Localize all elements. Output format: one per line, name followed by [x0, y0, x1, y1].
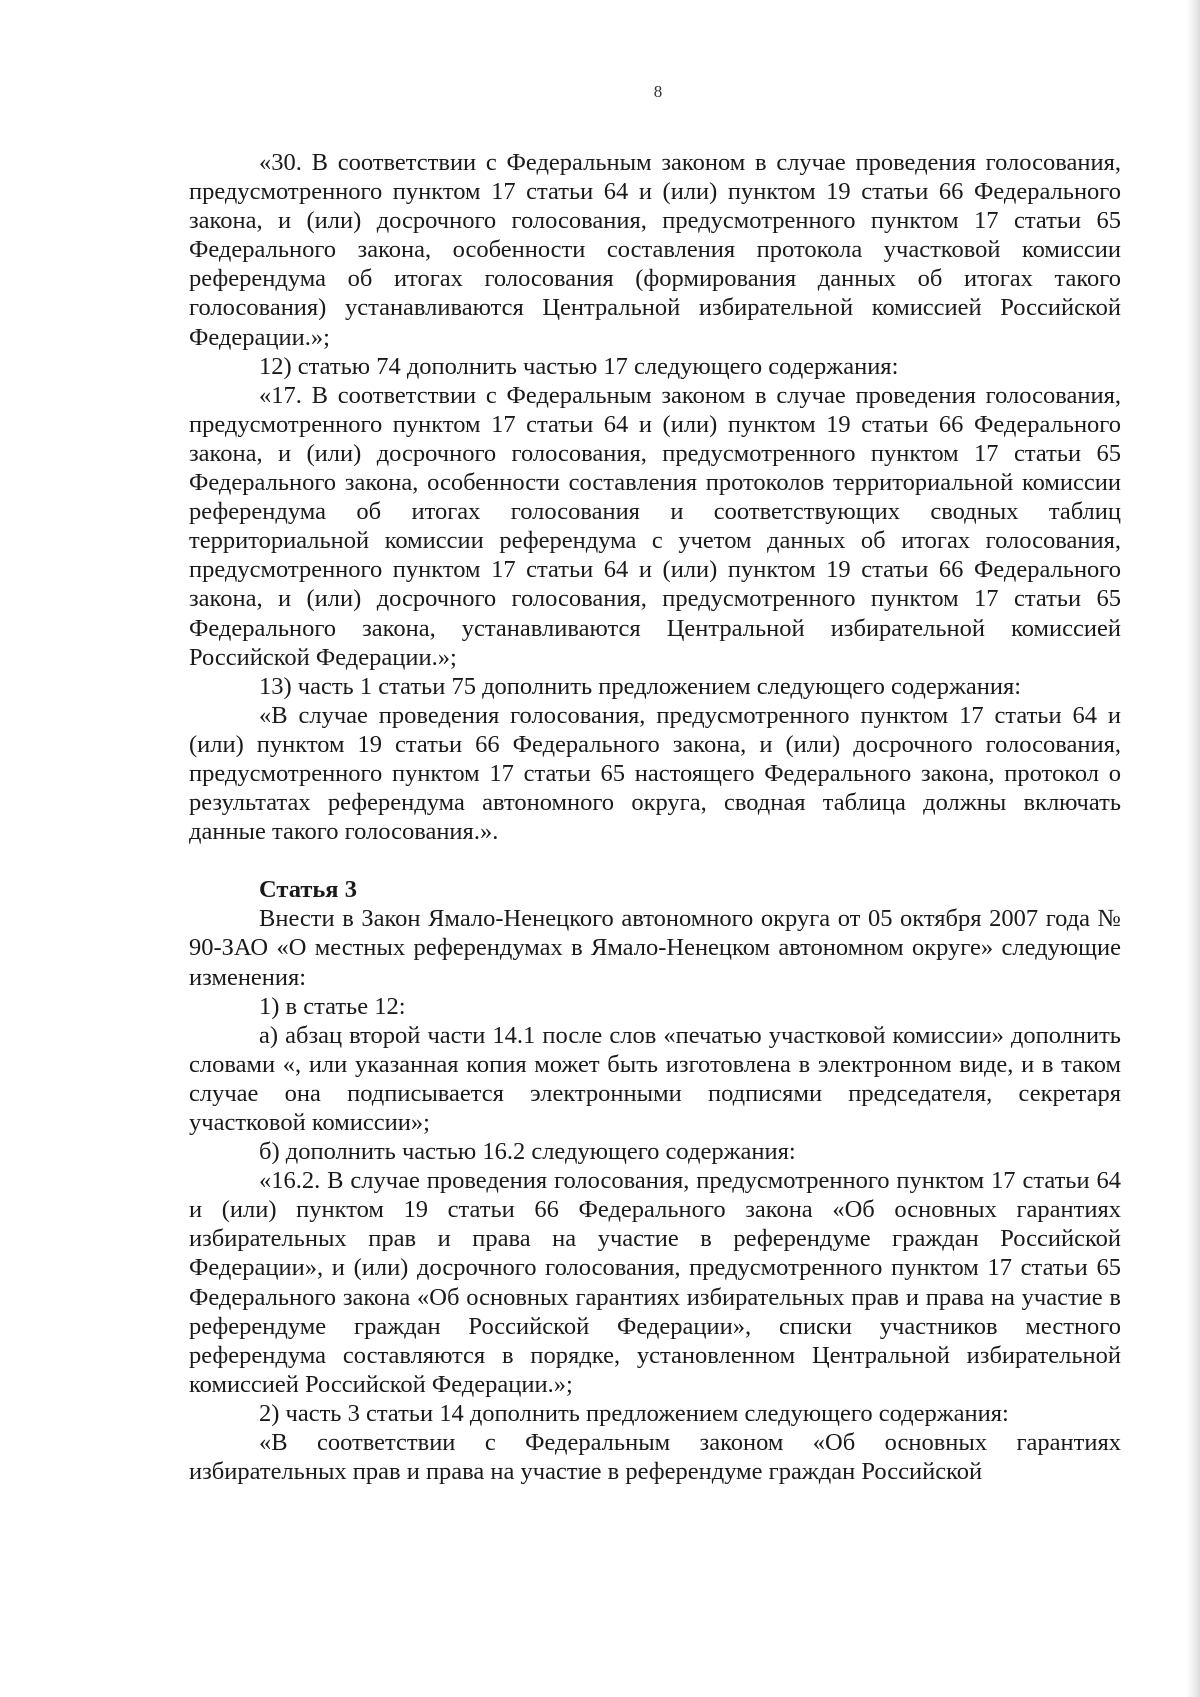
paragraph-subitem-a: а) абзац второй части 14.1 после слов «печатью участковой комиссии» дополнить словами «, или указанная копия может быть изготовлена в электронном виде, и в таком случае она подписывается электронными подписями председателя, секретаря участковой комиссии»; [189, 1021, 1121, 1136]
paragraph-article-intro: Внести в Закон Ямало-Ненецкого автономного округа от 05 октября 2007 года № 90-ЗАО «О местных референдумах в Ямало-Ненецком автономном округе» следующие изменения: [189, 905, 1121, 991]
paragraph-federal-law-sentence: «В соответствии с Федеральным законом «Об основных гарантиях избирательных прав и права на участие в референдуме граждан Российской [189, 1429, 1121, 1486]
paragraph-subitem-b: б) дополнить частью 16.2 следующего содержания: [259, 1138, 796, 1166]
paragraph-item-30: «30. В соответствии с Федеральным законом в случае проведения голосования, предусмотренного пунктом 17 статьи 64 и (или) пунктом 19 статьи 66 Федерального закона, и (или) досрочного голосования, предусмотренного пунктом 17 статьи 65 Федерального закона, особенности составления протокола участковой комиссии референдума об итогах голосования (формирования данных об итогах такого голосования) устанавливаются Центральной избирательной комиссией Российской Федерации.»; [189, 149, 1121, 351]
paragraph-item-17: «17. В соответствии с Федеральным законом в случае проведения голосования, предусмотренного пунктом 17 статьи 64 и (или) пунктом 19 статьи 66 Федерального закона, и (или) досрочного голосования, предусмотренного пунктом 17 статьи 65 Федерального закона, особенности составления протоколов территориальной комиссии референдума об итогах голосования и соответствующих сводных таблиц территориальной комиссии референдума с учетом данных об итогах голосования, предусмотренного пунктом 17 статьи 64 и (или) пунктом 19 статьи 66 Федерального закона, и (или) досрочного голосования, предусмотренного пунктом 17 статьи 65 Федерального закона, устанавливаются Центральной избирательной комиссией Российской Федерации.»; [189, 381, 1121, 671]
paragraph-amendment-13: 13) часть 1 статьи 75 дополнить предложением следующего содержания: [259, 672, 1022, 700]
article-heading: Статья 3 [259, 876, 357, 904]
page-number: 8 [653, 82, 663, 101]
paragraph-item-16-2: «16.2. В случае проведения голосования, предусмотренного пунктом 17 статьи 64 и (или) пунктом 19 статьи 66 Федерального закона «Об основных гарантиях избирательных прав и права на участие в референдуме граждан Российской Федерации», и (или) досрочного голосования, предусмотренного пунктом 17 статьи 65 Федерального закона «Об основных гарантиях избирательных прав и права на участие в референдуме граждан Российской Федерации», списки участников местного референдума составляются в порядке, установленном Центральной избирательной комиссией Российской Федерации.»; [189, 1167, 1121, 1398]
paragraph-amendment-1: 1) в статье 12: [259, 992, 406, 1020]
paragraph-amendment-2: 2) часть 3 статьи 14 дополнить предложением следующего содержания: [259, 1399, 1009, 1427]
page-edge-shadow [1186, 0, 1200, 1697]
paragraph-amendment-12: 12) статью 74 дополнить частью 17 следующего содержания: [259, 352, 899, 380]
document-body [189, 148, 1121, 1486]
paragraph-protocol-sentence: «В случае проведения голосования, предусмотренного пунктом 17 статьи 64 и (или) пунктом 19 статьи 66 Федерального закона, и (или) досрочного голосования, предусмотренного пунктом 17 статьи 65 настоящего Федерального закона, протокол о результатах референдума автономного округа, сводная таблица должны включать данные такого голосования.». [189, 701, 1121, 846]
